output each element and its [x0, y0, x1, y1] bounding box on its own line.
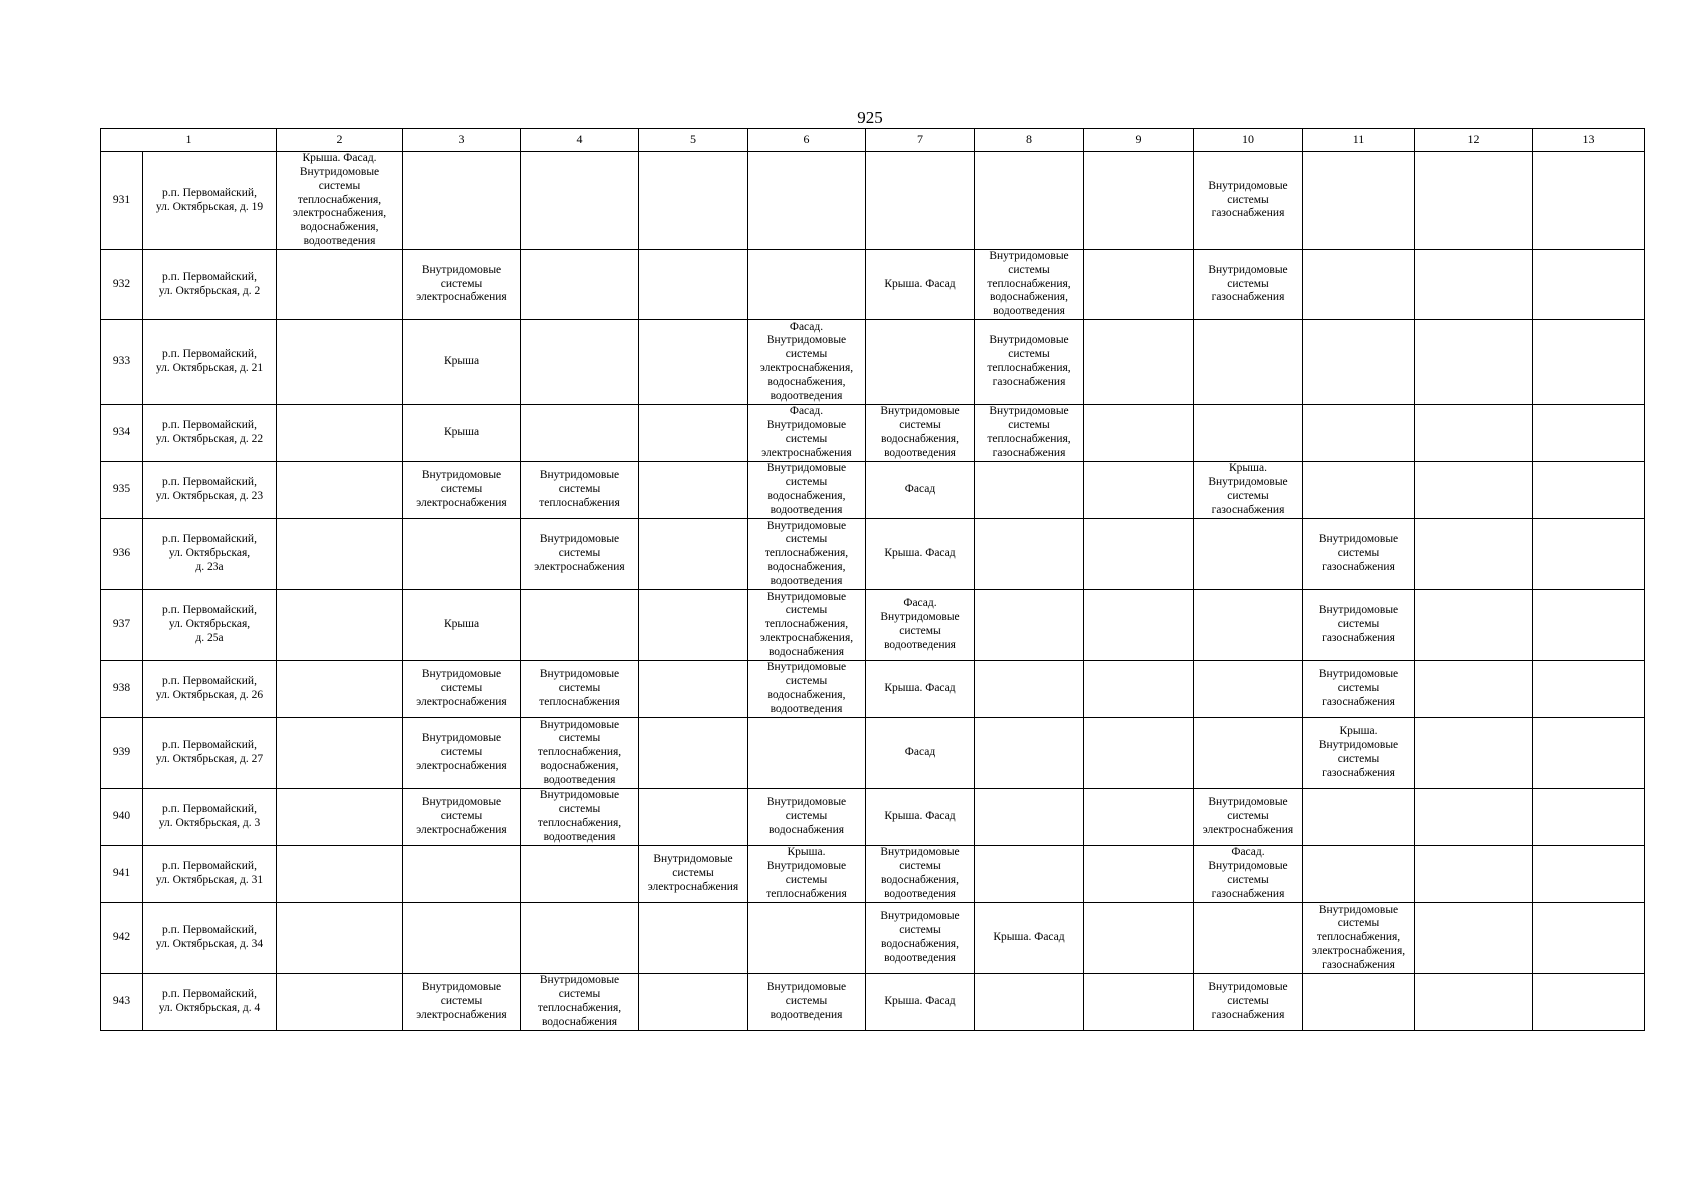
- work-cell-col-3: Крыша: [403, 320, 521, 405]
- work-cell-col-11: [1303, 974, 1415, 1031]
- work-cell-col-12: [1415, 519, 1533, 590]
- row-number: 932: [101, 250, 143, 320]
- work-cell-col-12: [1415, 718, 1533, 789]
- address-cell: р.п. Первомайский, ул. Октябрьская, д. 21: [143, 320, 277, 405]
- work-cell-col-8: [975, 718, 1084, 789]
- work-cell-col-12: [1415, 320, 1533, 405]
- work-cell-col-10: Внутридомовые системы газоснабжения: [1194, 250, 1303, 320]
- work-cell-col-3: [403, 903, 521, 974]
- work-cell-col-7: Внутридомовые системы водоснабжения, водоотведения: [866, 405, 975, 462]
- row-number: 937: [101, 590, 143, 661]
- work-cell-col-4: [521, 846, 639, 903]
- column-header: 11: [1303, 129, 1415, 152]
- work-cell-col-5: [639, 405, 748, 462]
- work-cell-col-8: [975, 846, 1084, 903]
- work-cell-col-10: [1194, 519, 1303, 590]
- work-cell-col-12: [1415, 846, 1533, 903]
- column-header: 6: [748, 129, 866, 152]
- work-cell-col-7: Крыша. Фасад: [866, 974, 975, 1031]
- work-cell-col-2: [277, 661, 403, 718]
- work-cell-col-4: Внутридомовые системы теплоснабжения, водоотведения: [521, 789, 639, 846]
- row-number: 931: [101, 152, 143, 250]
- work-cell-col-3: [403, 519, 521, 590]
- work-cell-col-8: [975, 590, 1084, 661]
- work-cell-col-2: [277, 789, 403, 846]
- work-cell-col-9: [1084, 250, 1194, 320]
- work-cell-col-6: Внутридомовые системы теплоснабжения, водоснабжения, водоотведения: [748, 519, 866, 590]
- table-row: [101, 320, 1645, 405]
- work-cell-col-5: [639, 152, 748, 250]
- table-row: [101, 903, 1645, 974]
- work-cell-col-11: Крыша. Внутридомовые системы газоснабжения: [1303, 718, 1415, 789]
- row-number: 940: [101, 789, 143, 846]
- work-cell-col-9: [1084, 718, 1194, 789]
- work-cell-col-9: [1084, 320, 1194, 405]
- work-cell-col-3: Крыша: [403, 590, 521, 661]
- work-cell-col-10: [1194, 320, 1303, 405]
- work-cell-col-11: [1303, 789, 1415, 846]
- header-row: [101, 129, 1645, 152]
- work-cell-col-4: Внутридомовые системы теплоснабжения: [521, 661, 639, 718]
- row-number: 934: [101, 405, 143, 462]
- work-cell-col-7: Внутридомовые системы водоснабжения, водоотведения: [866, 846, 975, 903]
- address-cell: р.п. Первомайский, ул. Октябрьская, д. 26: [143, 661, 277, 718]
- work-cell-col-2: [277, 974, 403, 1031]
- column-header: 12: [1415, 129, 1533, 152]
- work-cell-col-2: [277, 462, 403, 519]
- table-row: [101, 405, 1645, 462]
- work-cell-col-6: Внутридомовые системы водоснабжения, водоотведения: [748, 661, 866, 718]
- column-header: 1: [101, 129, 277, 152]
- table-row: [101, 846, 1645, 903]
- work-cell-col-9: [1084, 661, 1194, 718]
- work-cell-col-11: [1303, 462, 1415, 519]
- work-cell-col-13: [1533, 846, 1645, 903]
- work-cell-col-6: Крыша. Внутридомовые системы теплоснабжения: [748, 846, 866, 903]
- work-cell-col-11: Внутридомовые системы газоснабжения: [1303, 590, 1415, 661]
- column-header: 8: [975, 129, 1084, 152]
- row-number: 938: [101, 661, 143, 718]
- column-header: 2: [277, 129, 403, 152]
- work-cell-col-2: [277, 320, 403, 405]
- work-cell-col-6: [748, 718, 866, 789]
- column-header: 5: [639, 129, 748, 152]
- work-cell-col-4: [521, 405, 639, 462]
- page-number: 925: [857, 108, 883, 127]
- work-cell-col-5: [639, 519, 748, 590]
- column-header: 3: [403, 129, 521, 152]
- work-cell-col-9: [1084, 590, 1194, 661]
- work-cell-col-5: [639, 718, 748, 789]
- table-row: [101, 789, 1645, 846]
- work-cell-col-6: [748, 152, 866, 250]
- work-cell-col-7: Внутридомовые системы водоснабжения, водоотведения: [866, 903, 975, 974]
- work-cell-col-12: [1415, 250, 1533, 320]
- work-cell-col-11: [1303, 250, 1415, 320]
- work-cell-col-6: Внутридомовые системы водоснабжения, водоотведения: [748, 462, 866, 519]
- work-cell-col-5: [639, 789, 748, 846]
- work-cell-col-10: Внутридомовые системы электроснабжения: [1194, 789, 1303, 846]
- address-cell: р.п. Первомайский, ул. Октябрьская, д. 22: [143, 405, 277, 462]
- work-cell-col-9: [1084, 152, 1194, 250]
- address-cell: р.п. Первомайский, ул. Октябрьская, д. 27: [143, 718, 277, 789]
- work-cell-col-11: Внутридомовые системы газоснабжения: [1303, 661, 1415, 718]
- work-cell-col-10: [1194, 903, 1303, 974]
- work-cell-col-13: [1533, 590, 1645, 661]
- work-cell-col-9: [1084, 903, 1194, 974]
- column-header: 10: [1194, 129, 1303, 152]
- work-cell-col-11: [1303, 405, 1415, 462]
- table-row: [101, 590, 1645, 661]
- column-header: 4: [521, 129, 639, 152]
- work-cell-col-6: Внутридомовые системы водоотведения: [748, 974, 866, 1031]
- work-cell-col-9: [1084, 846, 1194, 903]
- row-number: 936: [101, 519, 143, 590]
- work-cell-col-3: Внутридомовые системы электроснабжения: [403, 661, 521, 718]
- work-cell-col-13: [1533, 320, 1645, 405]
- row-number: 942: [101, 903, 143, 974]
- work-cell-col-7: Крыша. Фасад: [866, 250, 975, 320]
- work-cell-col-13: [1533, 789, 1645, 846]
- work-cell-col-3: Внутридомовые системы электроснабжения: [403, 250, 521, 320]
- address-cell: р.п. Первомайский, ул. Октябрьская, д. 23а: [143, 519, 277, 590]
- work-cell-col-12: [1415, 590, 1533, 661]
- address-cell: р.п. Первомайский, ул. Октябрьская, д. 2: [143, 250, 277, 320]
- row-number: 933: [101, 320, 143, 405]
- work-cell-col-7: Крыша. Фасад: [866, 519, 975, 590]
- work-cell-col-12: [1415, 903, 1533, 974]
- work-cell-col-5: [639, 903, 748, 974]
- work-cell-col-6: [748, 250, 866, 320]
- work-cell-col-2: [277, 405, 403, 462]
- address-cell: р.п. Первомайский, ул. Октябрьская, д. 23: [143, 462, 277, 519]
- work-cell-col-8: [975, 152, 1084, 250]
- work-cell-col-10: Внутридомовые системы газоснабжения: [1194, 152, 1303, 250]
- column-header: 7: [866, 129, 975, 152]
- work-cell-col-5: [639, 974, 748, 1031]
- work-cell-col-8: [975, 789, 1084, 846]
- work-cell-col-5: [639, 590, 748, 661]
- address-cell: р.п. Первомайский, ул. Октябрьская, д. 4: [143, 974, 277, 1031]
- work-cell-col-10: [1194, 405, 1303, 462]
- work-cell-col-13: [1533, 462, 1645, 519]
- work-cell-col-4: Внутридомовые системы теплоснабжения: [521, 462, 639, 519]
- work-cell-col-7: Фасад. Внутридомовые системы водоотведения: [866, 590, 975, 661]
- work-cell-col-4: [521, 152, 639, 250]
- work-cell-col-12: [1415, 974, 1533, 1031]
- work-cell-col-11: Внутридомовые системы теплоснабжения, электроснабжения, газоснабжения: [1303, 903, 1415, 974]
- work-cell-col-9: [1084, 405, 1194, 462]
- work-cell-col-8: Внутридомовые системы теплоснабжения, газоснабжения: [975, 320, 1084, 405]
- work-cell-col-9: [1084, 519, 1194, 590]
- address-cell: р.п. Первомайский, ул. Октябрьская, д. 34: [143, 903, 277, 974]
- row-number: 935: [101, 462, 143, 519]
- work-cell-col-3: [403, 152, 521, 250]
- work-cell-col-4: [521, 320, 639, 405]
- work-cell-col-11: [1303, 152, 1415, 250]
- work-cell-col-5: [639, 320, 748, 405]
- work-cell-col-6: Фасад. Внутридомовые системы электроснабжения: [748, 405, 866, 462]
- work-cell-col-2: [277, 519, 403, 590]
- work-cell-col-5: [639, 462, 748, 519]
- work-cell-col-13: [1533, 903, 1645, 974]
- work-cell-col-8: [975, 519, 1084, 590]
- work-cell-col-7: Фасад: [866, 718, 975, 789]
- work-cell-col-12: [1415, 661, 1533, 718]
- work-cell-col-4: [521, 590, 639, 661]
- work-cell-col-13: [1533, 405, 1645, 462]
- work-cell-col-7: Крыша. Фасад: [866, 661, 975, 718]
- repair-schedule-table: [100, 128, 1645, 1031]
- work-cell-col-6: [748, 903, 866, 974]
- row-number: 939: [101, 718, 143, 789]
- work-cell-col-8: Крыша. Фасад: [975, 903, 1084, 974]
- table-row: [101, 152, 1645, 250]
- work-cell-col-2: Крыша. Фасад. Внутридомовые системы теплоснабжения, электроснабжения, водоснабжения, водоотведения: [277, 152, 403, 250]
- work-cell-col-3: Внутридомовые системы электроснабжения: [403, 718, 521, 789]
- work-cell-col-2: [277, 903, 403, 974]
- row-number: 941: [101, 846, 143, 903]
- work-cell-col-7: Крыша. Фасад: [866, 789, 975, 846]
- work-cell-col-12: [1415, 462, 1533, 519]
- work-cell-col-2: [277, 718, 403, 789]
- work-cell-col-9: [1084, 789, 1194, 846]
- work-cell-col-13: [1533, 974, 1645, 1031]
- work-cell-col-9: [1084, 974, 1194, 1031]
- table-row: [101, 974, 1645, 1031]
- work-cell-col-6: Фасад. Внутридомовые системы электроснабжения, водоснабжения, водоотведения: [748, 320, 866, 405]
- work-cell-col-8: Внутридомовые системы теплоснабжения, водоснабжения, водоотведения: [975, 250, 1084, 320]
- work-cell-col-3: [403, 846, 521, 903]
- work-cell-col-8: Внутридомовые системы теплоснабжения, газоснабжения: [975, 405, 1084, 462]
- table-row: [101, 661, 1645, 718]
- work-cell-col-8: [975, 462, 1084, 519]
- work-cell-col-4: Внутридомовые системы электроснабжения: [521, 519, 639, 590]
- work-cell-col-5: Внутридомовые системы электроснабжения: [639, 846, 748, 903]
- work-cell-col-2: [277, 250, 403, 320]
- work-cell-col-13: [1533, 152, 1645, 250]
- work-cell-col-9: [1084, 462, 1194, 519]
- work-cell-col-3: Внутридомовые системы электроснабжения: [403, 462, 521, 519]
- work-cell-col-11: Внутридомовые системы газоснабжения: [1303, 519, 1415, 590]
- address-cell: р.п. Первомайский, ул. Октябрьская, д. 19: [143, 152, 277, 250]
- work-cell-col-7: [866, 152, 975, 250]
- work-cell-col-4: [521, 903, 639, 974]
- work-cell-col-3: Внутридомовые системы электроснабжения: [403, 789, 521, 846]
- work-cell-col-2: [277, 590, 403, 661]
- work-cell-col-13: [1533, 250, 1645, 320]
- work-cell-col-10: [1194, 718, 1303, 789]
- table-row: [101, 718, 1645, 789]
- work-cell-col-4: [521, 250, 639, 320]
- work-cell-col-3: Крыша: [403, 405, 521, 462]
- work-cell-col-13: [1533, 718, 1645, 789]
- work-cell-col-10: Фасад. Внутридомовые системы газоснабжения: [1194, 846, 1303, 903]
- work-cell-col-7: [866, 320, 975, 405]
- work-cell-col-8: [975, 661, 1084, 718]
- table-row: [101, 519, 1645, 590]
- work-cell-col-3: Внутридомовые системы электроснабжения: [403, 974, 521, 1031]
- work-cell-col-10: [1194, 661, 1303, 718]
- work-cell-col-5: [639, 250, 748, 320]
- column-header: 13: [1533, 129, 1645, 152]
- work-cell-col-12: [1415, 789, 1533, 846]
- work-cell-col-10: [1194, 590, 1303, 661]
- work-cell-col-7: Фасад: [866, 462, 975, 519]
- row-number: 943: [101, 974, 143, 1031]
- table-body: [101, 129, 1645, 1031]
- work-cell-col-10: Внутридомовые системы газоснабжения: [1194, 974, 1303, 1031]
- work-cell-col-8: [975, 974, 1084, 1031]
- column-header: 9: [1084, 129, 1194, 152]
- work-cell-col-6: Внутридомовые системы теплоснабжения, электроснабжения, водоснабжения: [748, 590, 866, 661]
- work-cell-col-12: [1415, 405, 1533, 462]
- table-row: [101, 462, 1645, 519]
- work-cell-col-10: Крыша. Внутридомовые системы газоснабжения: [1194, 462, 1303, 519]
- work-cell-col-11: [1303, 320, 1415, 405]
- work-cell-col-5: [639, 661, 748, 718]
- work-cell-col-6: Внутридомовые системы водоснабжения: [748, 789, 866, 846]
- address-cell: р.п. Первомайский, ул. Октябрьская, д. 3: [143, 789, 277, 846]
- address-cell: р.п. Первомайский, ул. Октябрьская, д. 25а: [143, 590, 277, 661]
- work-cell-col-12: [1415, 152, 1533, 250]
- work-cell-col-4: Внутридомовые системы теплоснабжения, водоснабжения: [521, 974, 639, 1031]
- work-cell-col-11: [1303, 846, 1415, 903]
- work-cell-col-4: Внутридомовые системы теплоснабжения, водоснабжения, водоотведения: [521, 718, 639, 789]
- work-cell-col-2: [277, 846, 403, 903]
- work-cell-col-13: [1533, 519, 1645, 590]
- address-cell: р.п. Первомайский, ул. Октябрьская, д. 31: [143, 846, 277, 903]
- table-row: [101, 250, 1645, 320]
- work-cell-col-13: [1533, 661, 1645, 718]
